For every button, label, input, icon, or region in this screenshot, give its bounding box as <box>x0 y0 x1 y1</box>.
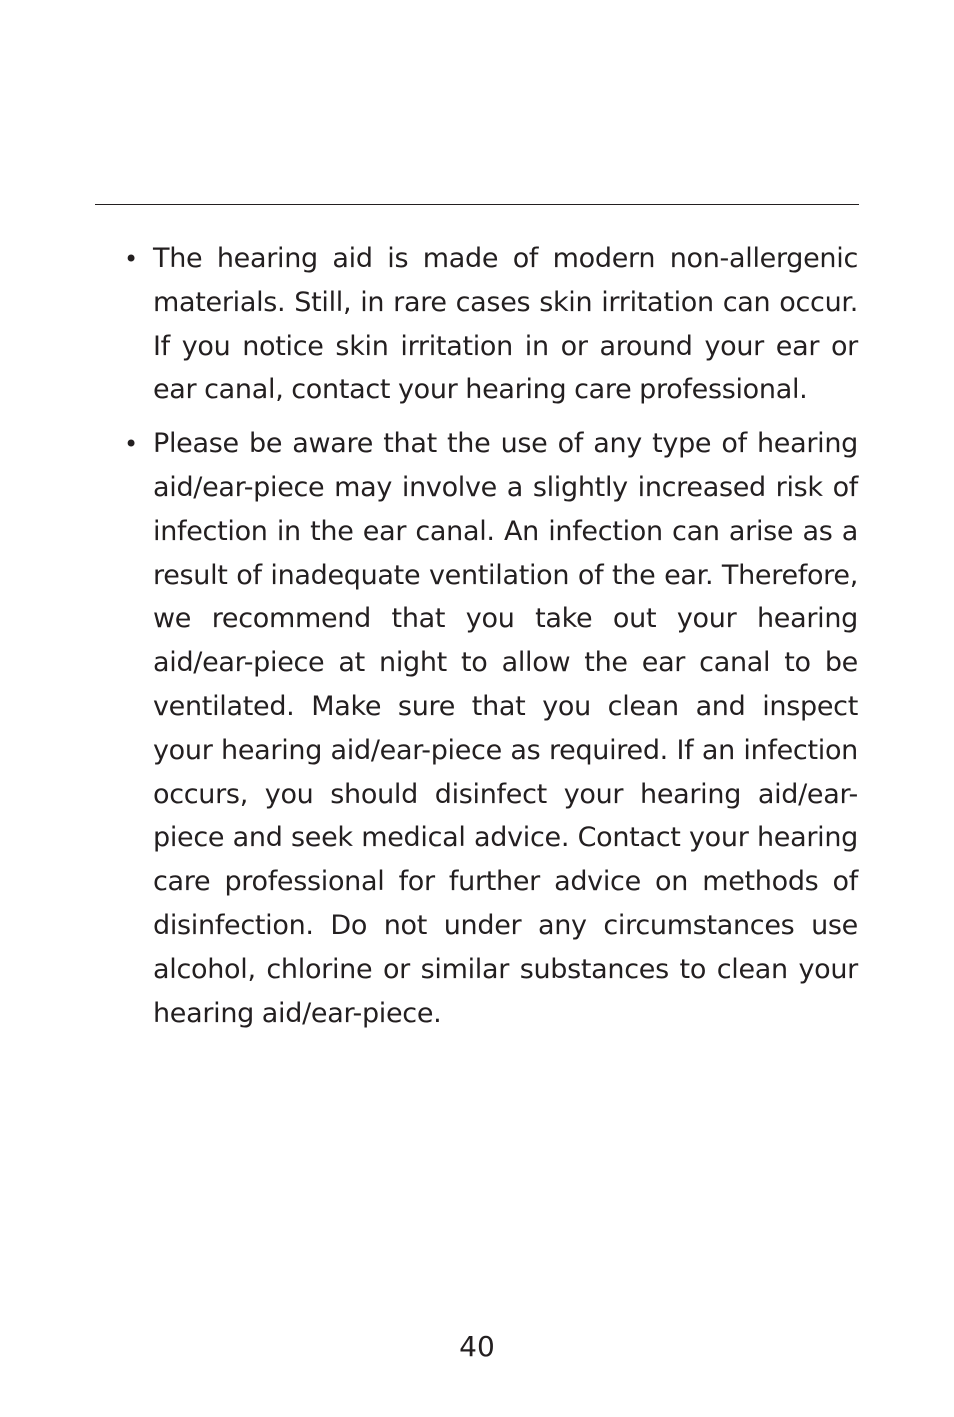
bullet-text-infection-risk: Please be aware that the use of any type of hearing aid/ear-piece may involve a slightly increased risk of infection in the ear canal. An infection can arise as a result of inadequate ventilation of the ear. Therefore, we recommend that you take out your hearing aid/ear-piece at night to allow the ear canal to be ventilated. Make sure that you clean and inspect your hearing aid/ear-piece as required. If an infection occurs, you should disinfect your hearing aid/ear-piece and seek medical advice. Contact your hearing care professional for further advice on methods of disinfection. Do not under any circumstances use alcohol, chlorine or similar substances to clean your hearing aid/ear-piece. <box>153 428 858 1029</box>
list-item-skin-irritation <box>0 237 954 412</box>
warning-bullet-list <box>0 237 954 1045</box>
bullet-icon: • <box>124 245 139 273</box>
header-rule <box>95 204 859 205</box>
page-number: 40 <box>459 1330 495 1363</box>
bullet-text-skin-irritation: The hearing aid is made of modern non-allergenic materials. Still, in rare cases skin irritation can occur. If you notice skin irritation in or around your ear or ear canal, contact your hearing care professional. <box>153 243 858 406</box>
bullet-icon: • <box>124 430 139 459</box>
list-item-infection-risk <box>0 422 954 1035</box>
